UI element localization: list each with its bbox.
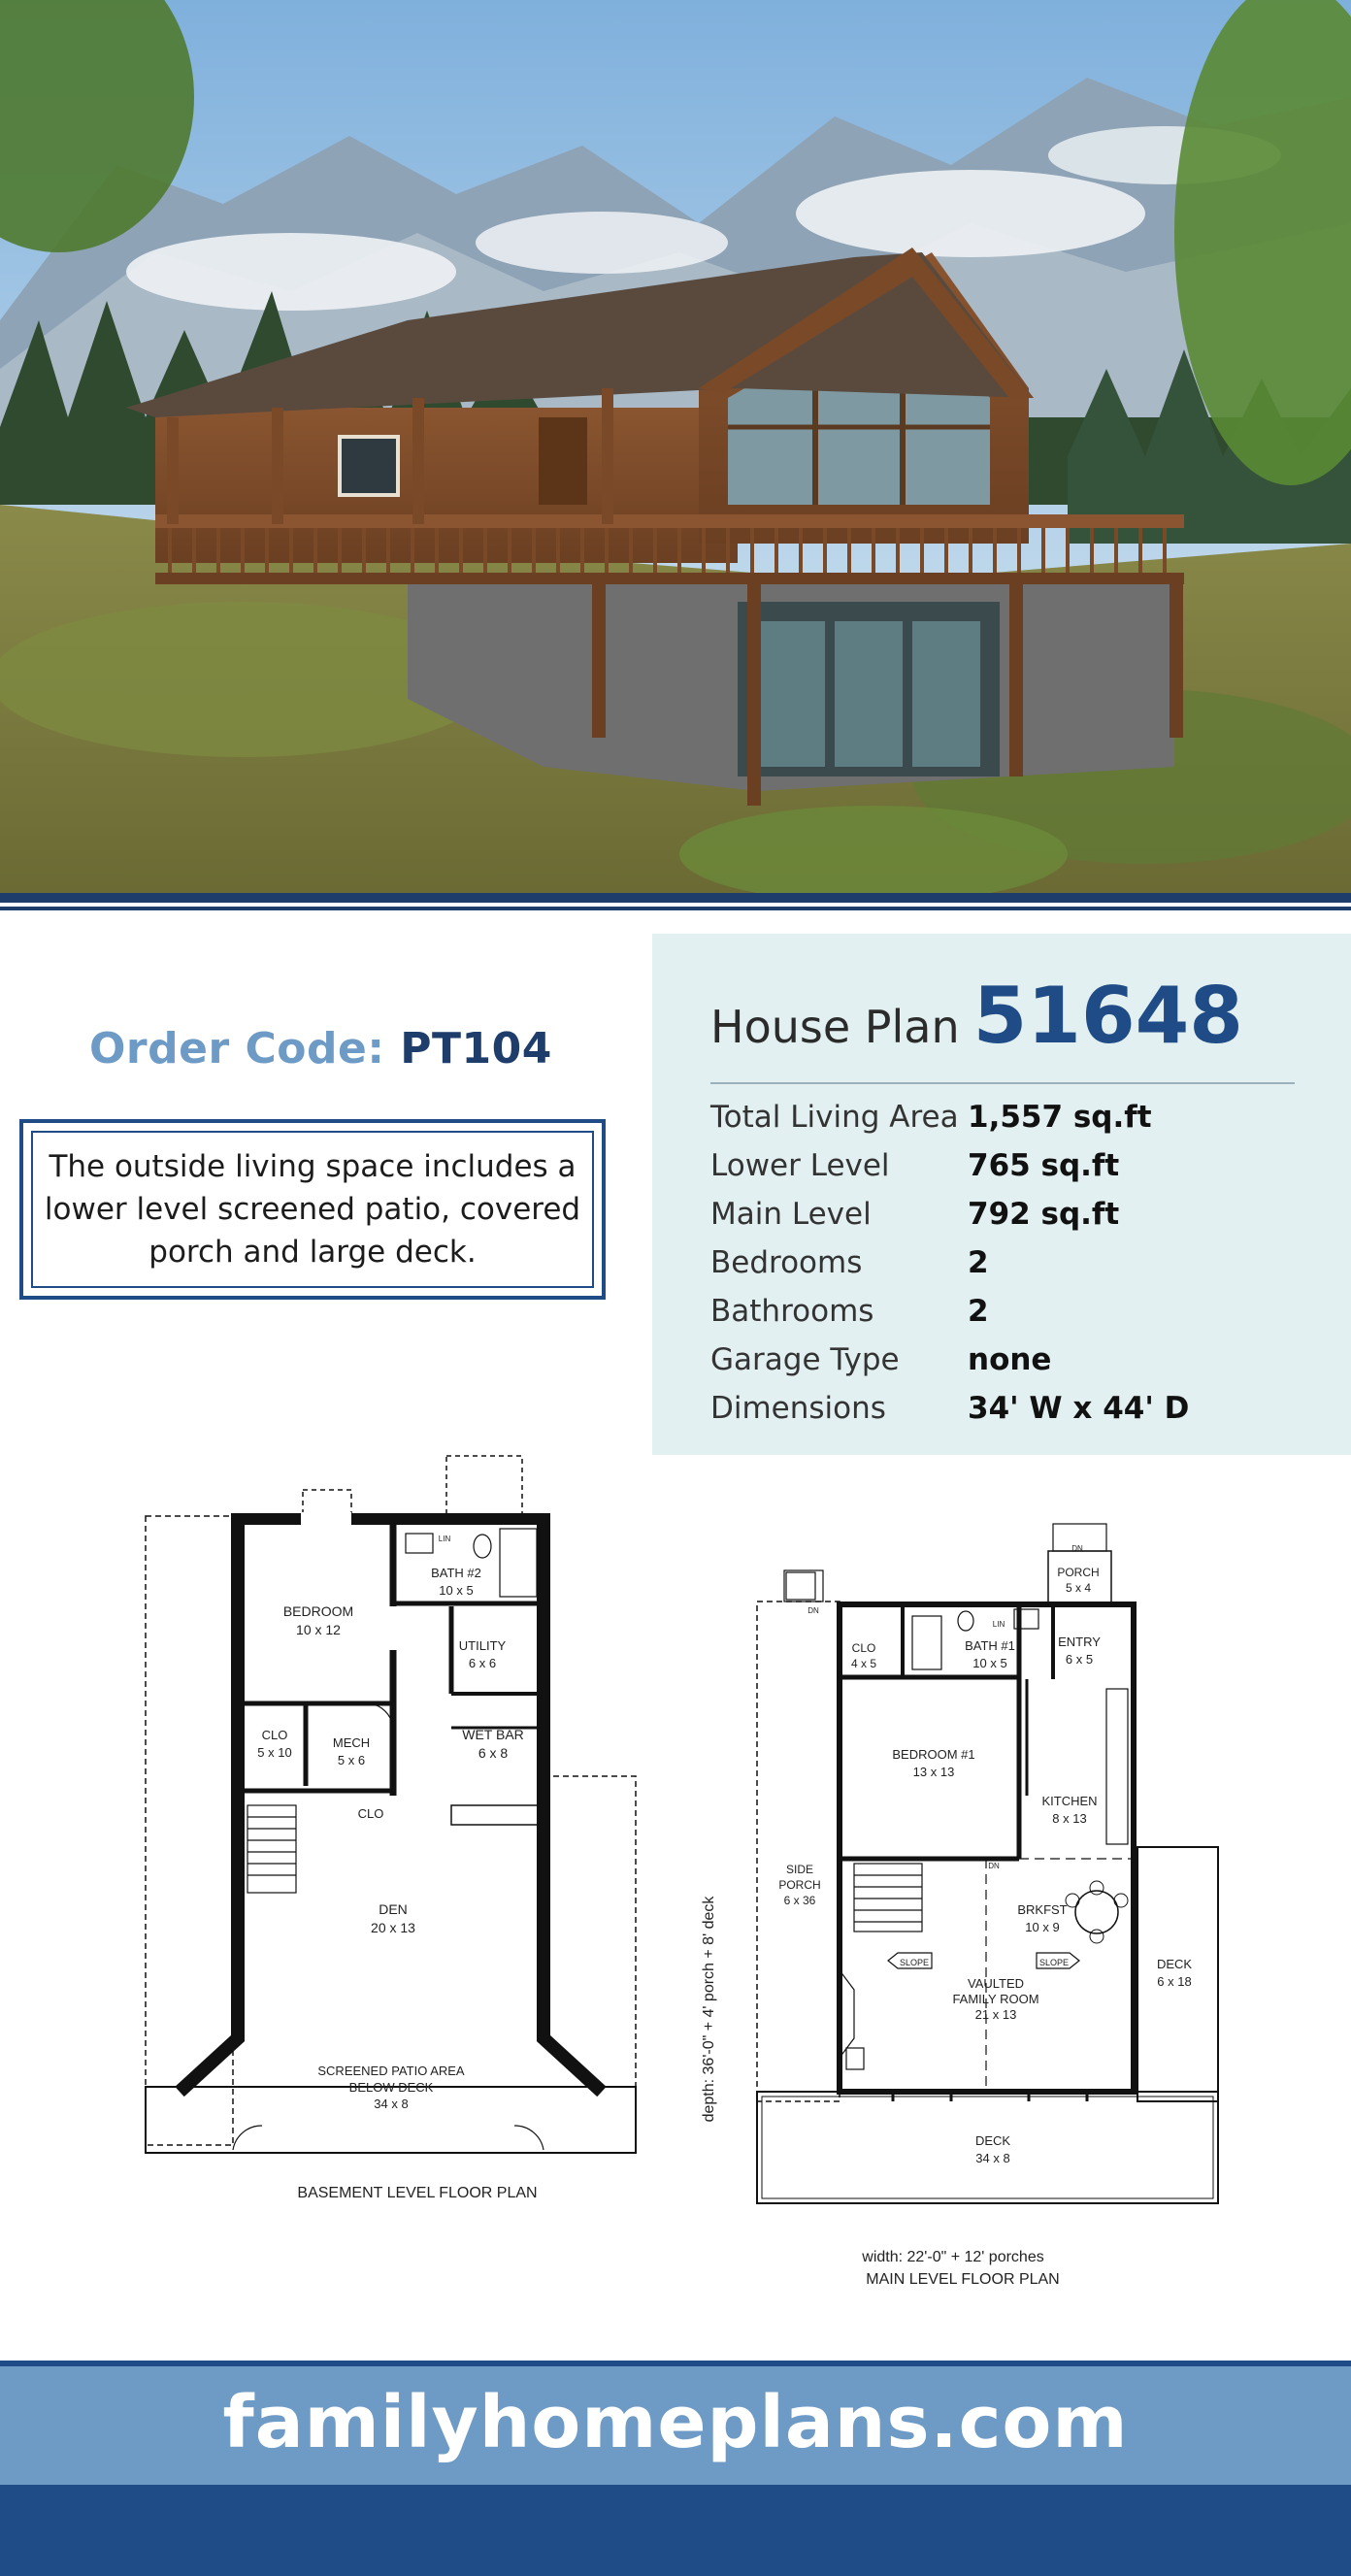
order-code-value: PT104	[400, 1024, 552, 1073]
room-label: CLO	[261, 1728, 288, 1742]
spec-row	[710, 1238, 1189, 1287]
house-rendering	[0, 0, 1351, 893]
main-plan-title: MAIN LEVEL FLOOR PLAN	[866, 2271, 1060, 2288]
spec-row	[710, 1190, 1189, 1238]
room-size: 10 x 5	[439, 1583, 474, 1598]
depth-note: depth: 36'-0" + 4' porch + 8' deck	[701, 1896, 717, 2123]
room-size: 5 x 10	[257, 1745, 292, 1760]
room-label: WET BAR	[462, 1727, 524, 1742]
room-label: BEDROOM	[282, 1603, 354, 1619]
divider-rule-thick	[0, 893, 1351, 903]
spec-label: Garage Type	[710, 1342, 900, 1377]
plan-label: House Plan	[710, 1001, 960, 1053]
room-label: MECH	[332, 1735, 371, 1750]
order-code	[89, 1024, 552, 1073]
spec-label: Dimensions	[710, 1391, 886, 1426]
room-size: 34 x 8	[975, 2151, 1010, 2165]
site-url[interactable]: familyhomeplans.com	[222, 2381, 1129, 2464]
description-text: The outside living space includes a lower level screened patio, covered porch and large deck.	[44, 1149, 581, 1270]
room-label: DECK	[1156, 1957, 1193, 1971]
stair-label: DN	[1071, 1544, 1083, 1553]
divider-rule-thin	[0, 907, 1351, 910]
width-note: width: 22'-0" + 12' porches	[862, 2249, 1044, 2265]
spec-label: Bedrooms	[710, 1245, 863, 1280]
spec-value: 34' W x 44' D	[968, 1391, 1190, 1426]
floor-plans	[0, 1446, 1351, 2339]
description-box-inner	[31, 1131, 594, 1288]
room-size: 6 x 5	[1065, 1652, 1094, 1667]
room-size: 8 x 13	[1052, 1811, 1087, 1826]
spec-value: 2	[968, 1294, 989, 1329]
spec-value: 792 sq.ft	[968, 1197, 1120, 1232]
room-label: LIN	[438, 1535, 451, 1543]
room-size: 10 x 9	[1025, 1920, 1060, 1934]
room-label: SIDE	[785, 1863, 814, 1876]
room-label: PORCH	[778, 1878, 821, 1892]
room-label: BATH #2	[431, 1566, 481, 1580]
room-label: SCREENED PATIO AREA	[317, 2064, 465, 2078]
room-size: 10 x 5	[972, 1656, 1007, 1670]
room-label: BEDROOM #1	[892, 1747, 975, 1762]
main-labels	[701, 1544, 1192, 2288]
spec-label: Lower Level	[710, 1148, 890, 1183]
room-size: 20 x 13	[371, 1920, 415, 1935]
room-label: CLO	[357, 1806, 384, 1821]
order-code-label: Order Code:	[89, 1024, 385, 1073]
plan-spec-panel	[652, 934, 1351, 1455]
room-label: DECK	[974, 2133, 1011, 2148]
spec-value: 2	[968, 1245, 989, 1280]
slope-label: SLOPE	[1038, 1958, 1070, 1967]
room-size: 5 x 6	[337, 1753, 366, 1767]
room-label: LIN	[992, 1620, 1005, 1629]
spec-value: none	[968, 1342, 1052, 1377]
room-label: BELOW DECK	[348, 2080, 434, 2095]
spec-value: 1,557 sq.ft	[968, 1100, 1152, 1135]
spec-row	[710, 1336, 1189, 1384]
spec-value: 765 sq.ft	[968, 1148, 1120, 1183]
spec-row	[710, 1141, 1189, 1190]
room-size: 4 x 5	[850, 1657, 877, 1670]
footer-band-dark	[0, 2485, 1351, 2576]
room-label: DEN	[379, 1901, 408, 1917]
basement-plan-title: BASEMENT LEVEL FLOOR PLAN	[297, 2185, 538, 2201]
room-size: 6 x 36	[783, 1894, 816, 1907]
room-size: 21 x 13	[974, 2007, 1017, 2022]
plan-number: 51648	[972, 971, 1243, 1061]
room-label: FAMILY ROOM	[952, 1992, 1039, 2006]
room-label: UTILITY	[458, 1638, 507, 1653]
spec-label: Bathrooms	[710, 1294, 874, 1329]
spec-row	[710, 1093, 1189, 1141]
room-label: PORCH	[1057, 1566, 1100, 1579]
slope-label: SLOPE	[899, 1958, 930, 1967]
room-label: CLO	[851, 1641, 876, 1655]
plan-title	[710, 971, 1243, 1061]
room-label: BATH #1	[965, 1638, 1015, 1653]
spec-row	[710, 1384, 1189, 1433]
room-size: 34 x 8	[374, 2097, 409, 2111]
stair-label: DN	[807, 1606, 819, 1615]
room-label: ENTRY	[1058, 1635, 1101, 1649]
room-size: 6 x 8	[478, 1745, 509, 1761]
room-size: 6 x 18	[1157, 1974, 1192, 1989]
spec-label: Main Level	[710, 1197, 872, 1232]
spec-list	[710, 1093, 1189, 1433]
room-label: BRKFST	[1017, 1902, 1068, 1917]
stair-label: DN	[988, 1862, 1000, 1870]
room-label: KITCHEN	[1041, 1794, 1098, 1808]
spec-row	[710, 1287, 1189, 1336]
basement-labels	[257, 1535, 537, 2201]
room-size: 5 x 4	[1065, 1581, 1092, 1595]
room-size: 6 x 6	[468, 1656, 497, 1670]
basement-floor-plan	[146, 1456, 636, 2153]
room-label: VAULTED	[967, 1976, 1025, 1991]
room-size: 13 x 13	[912, 1765, 955, 1779]
room-size: 10 x 12	[296, 1622, 341, 1637]
panel-divider	[710, 1082, 1295, 1084]
spec-label: Total Living Area	[710, 1100, 959, 1135]
description-box	[19, 1119, 606, 1300]
